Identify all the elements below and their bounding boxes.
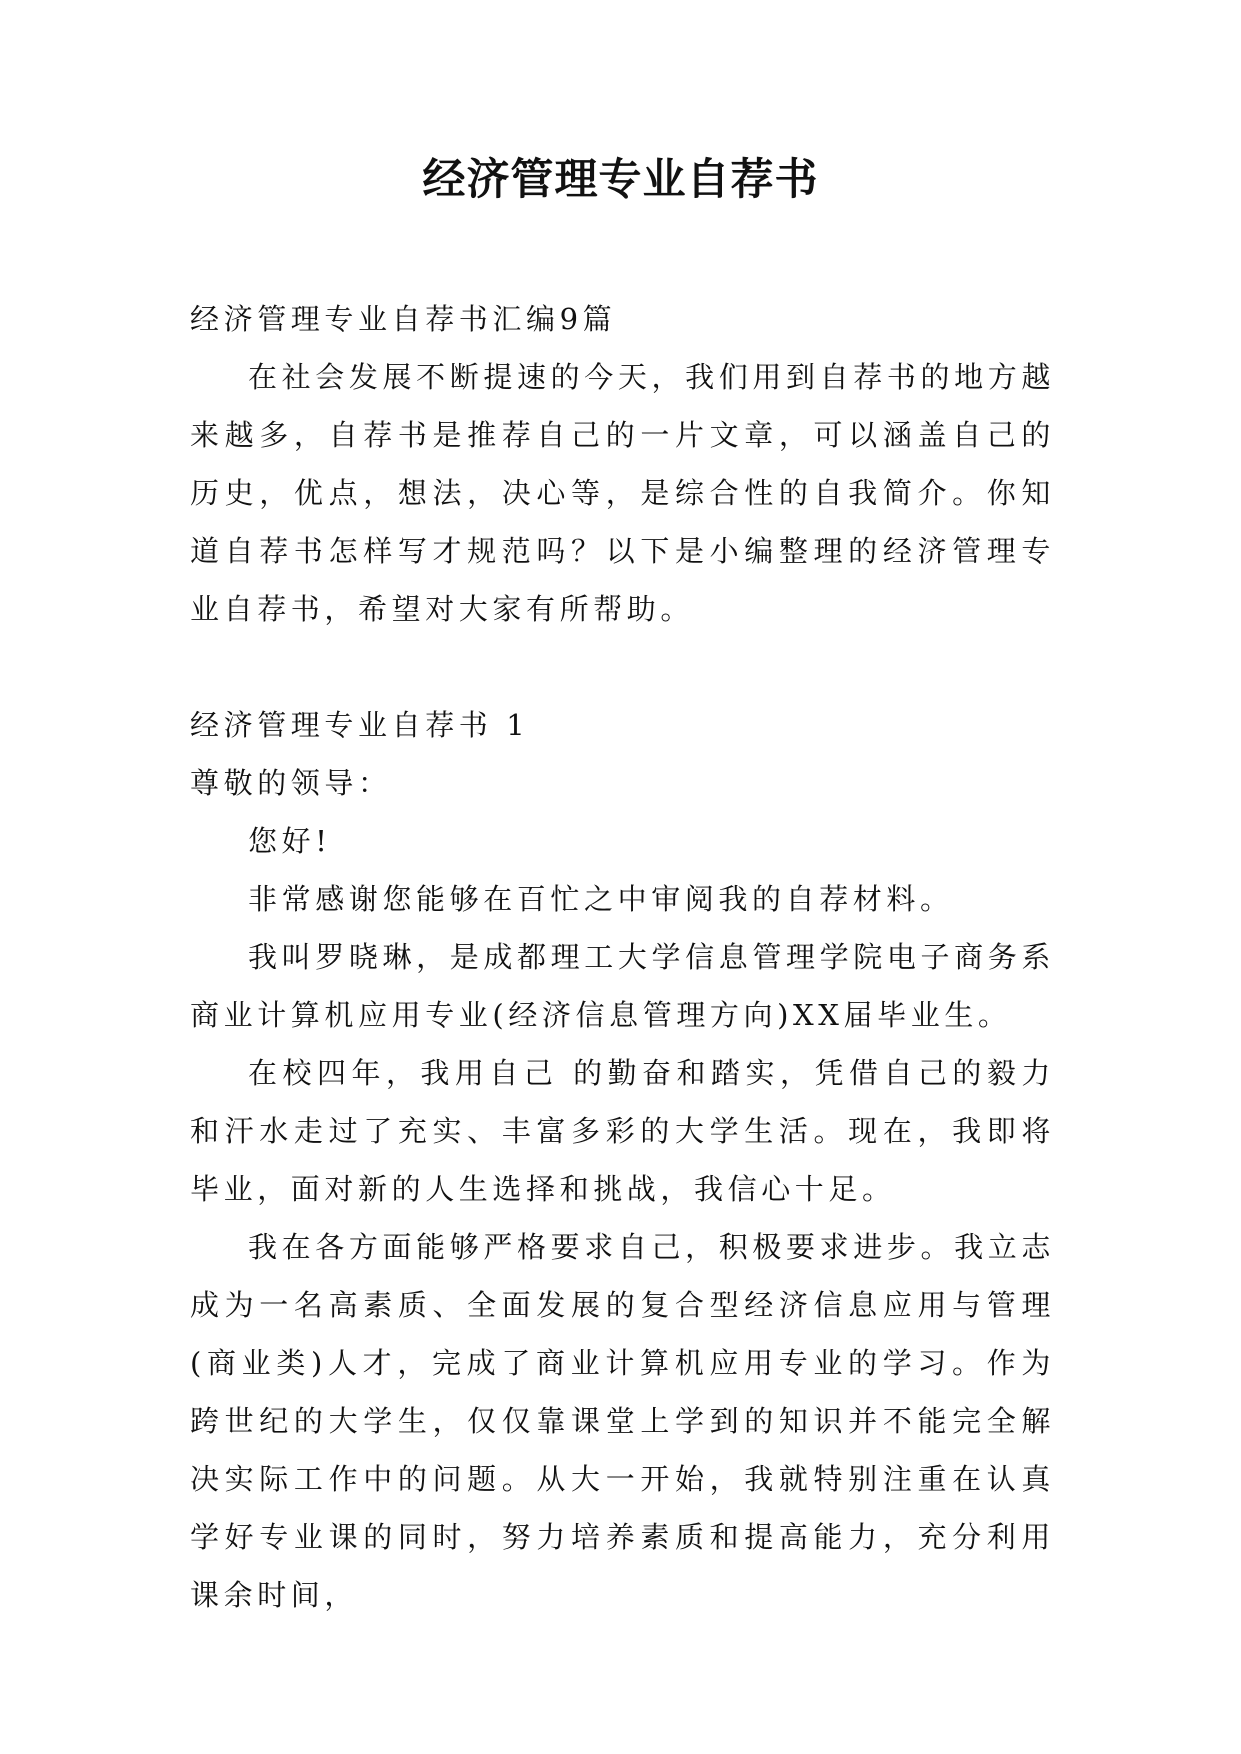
greeting: 您好!	[248, 824, 332, 858]
body-paragraph: 我在各方面能够严格要求自己，积极要求进步。我立志成为一名高素质、全面发展的复合型经济信息应用与管理(商业类)人才，完成了商业计算机应用专业的学习。作为跨世纪的大学生，仅仅靠课堂上学到的知识并不能完全解决实际工作中的问题。从大一开始，我就特别注重在认真学好专业课的同时，努力培养素质和提高能力，充分利用课余时间，	[190, 1230, 1055, 1612]
document-body	[190, 290, 1055, 1624]
collection-heading: 经济管理专业自荐书汇编9篇	[190, 302, 617, 336]
section-heading: 经济管理专业自荐书 1	[190, 708, 530, 742]
paragraph-spacer	[190, 638, 1055, 696]
body-paragraph: 在校四年，我用自己 的勤奋和踏实，凭借自己的毅力和汗水走过了充实、丰富多彩的大学生活。现在，我即将毕业，面对新的人生选择和挑战，我信心十足。	[190, 1056, 1055, 1206]
body-paragraph: 非常感谢您能够在百忙之中审阅我的自荐材料。	[248, 882, 954, 916]
intro-paragraph: 在社会发展不断提速的今天，我们用到自荐书的地方越来越多，自荐书是推荐自己的一片文章，可以涵盖自己的历史，优点，想法，决心等，是综合性的自我简介。你知道自荐书怎样写才规范吗？以下是小编整理的经济管理专业自荐书，希望对大家有所帮助。	[190, 360, 1055, 626]
salutation: 尊敬的领导：	[190, 766, 392, 800]
document-title: 经济管理专业自荐书	[422, 155, 819, 205]
body-paragraph: 我叫罗晓琳，是成都理工大学信息管理学院电子商务系商业计算机应用专业(经济信息管理方向)XX届毕业生。	[190, 940, 1055, 1032]
